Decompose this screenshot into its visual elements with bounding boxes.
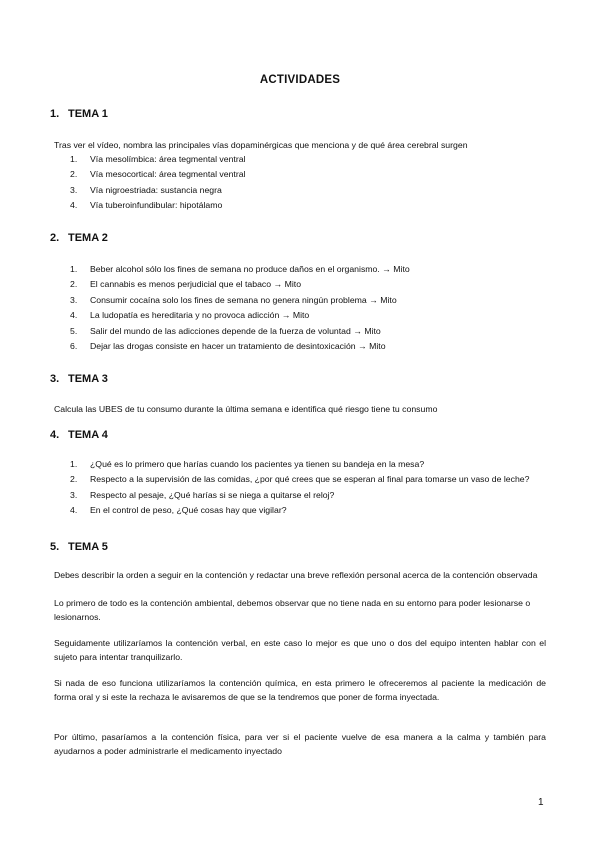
list-item: 1. Beber alcohol sólo los fines de semana no produce daños en el organismo. → Mito xyxy=(70,264,410,274)
page-title: ACTIVIDADES xyxy=(259,74,341,86)
list-item: 1. Vía mesolímbica: área tegmental ventral xyxy=(70,154,246,164)
tema-1-intro: Tras ver el vídeo, nombra las principales vías dopaminérgicas que menciona y de qué área cerebral surgen xyxy=(54,140,468,150)
section-number: 4. xyxy=(50,429,60,441)
section-number: 5. xyxy=(50,541,60,553)
list-item: 4. La ludopatía es hereditaria y no provoca adicción → Mito xyxy=(70,310,310,321)
section-number: 1. xyxy=(50,108,60,120)
list-item: 6. Dejar las drogas consiste en hacer un tratamiento de desintoxicación → Mito xyxy=(70,341,386,352)
section-number: 3. xyxy=(50,373,60,385)
section-title: TEMA 4 xyxy=(68,429,108,441)
list-item: 3. Respecto al pesaje, ¿Qué harías si se niega a quitarse el reloj? xyxy=(70,489,335,500)
list-item: 4. En el control de peso, ¿Qué cosas hay que vigilar? xyxy=(70,504,287,515)
section-heading-tema-2 xyxy=(50,232,108,244)
list-item: 5. Salir del mundo de las adicciones depende de la fuerza de voluntad → Mito xyxy=(70,325,381,336)
tema-4-list xyxy=(70,458,550,519)
page-number: 1 xyxy=(538,797,544,808)
tema-3-intro: Calcula las UBES de tu consumo durante la última semana e identifica qué riesgo tiene tu consumo xyxy=(54,404,438,414)
section-title: TEMA 5 xyxy=(68,541,108,553)
list-item: 2. Vía mesocortical: área tegmental ventral xyxy=(70,169,246,180)
tema-1-list xyxy=(70,152,550,214)
section-heading-tema-5 xyxy=(50,541,108,553)
tema-5-paragraph: Si nada de eso funciona utilizaríamos la contención química, en esta primero le ofreceremos al paciente la medicación de forma oral y si este la rechaza le avisaremos de que se la tendremos que poner de forma inyectada. xyxy=(54,678,546,702)
section-heading-tema-3 xyxy=(50,373,108,385)
list-item: 3. Consumir cocaína solo los fines de semana no genera ningún problema → Mito xyxy=(70,294,397,305)
list-item: 2. El cannabis es menos perjudicial que el tabaco → Mito xyxy=(70,279,302,290)
tema-5-paragraph: Seguidamente utilizaríamos la contención verbal, en este caso lo mejor es que uno o dos del equipo intenten hablar con el sujeto para intentar tranquilizarlo. xyxy=(54,638,546,662)
list-item: 2. Respecto a la supervisión de las comidas, ¿por qué crees que se esperan al final para tomarse un vaso de leche? xyxy=(70,474,530,485)
tema-5-paragraph: Por último, pasaríamos a la contención física, para ver si el paciente vuelve de esa manera a la calma y también para ayudarnos a poder administrarle el medicamento inyectado xyxy=(54,732,546,756)
section-title: TEMA 1 xyxy=(68,108,108,120)
section-heading-tema-1 xyxy=(50,108,108,120)
tema-2-list xyxy=(70,262,550,354)
list-item: 3. Vía nigroestriada: sustancia negra xyxy=(70,184,222,195)
section-number: 2. xyxy=(50,232,60,244)
section-heading-tema-4 xyxy=(50,429,108,441)
section-title: TEMA 3 xyxy=(68,373,108,385)
list-item: 1. ¿Qué es lo primero que harías cuando los pacientes ya tienen su bandeja en la mesa? xyxy=(70,459,425,469)
list-item: 4. Vía tuberoinfundibular: hipotálamo xyxy=(70,200,223,211)
section-title: TEMA 2 xyxy=(68,232,108,244)
tema-5-paragraph: Debes describir la orden a seguir en la contención y redactar una breve reflexión personal acerca de la contención observada xyxy=(54,570,538,580)
tema-5-paragraph: Lo primero de todo es la contención ambiental, debemos observar que no tiene nada en su entorno para poder lesionarse o lesionarnos. xyxy=(54,598,531,622)
